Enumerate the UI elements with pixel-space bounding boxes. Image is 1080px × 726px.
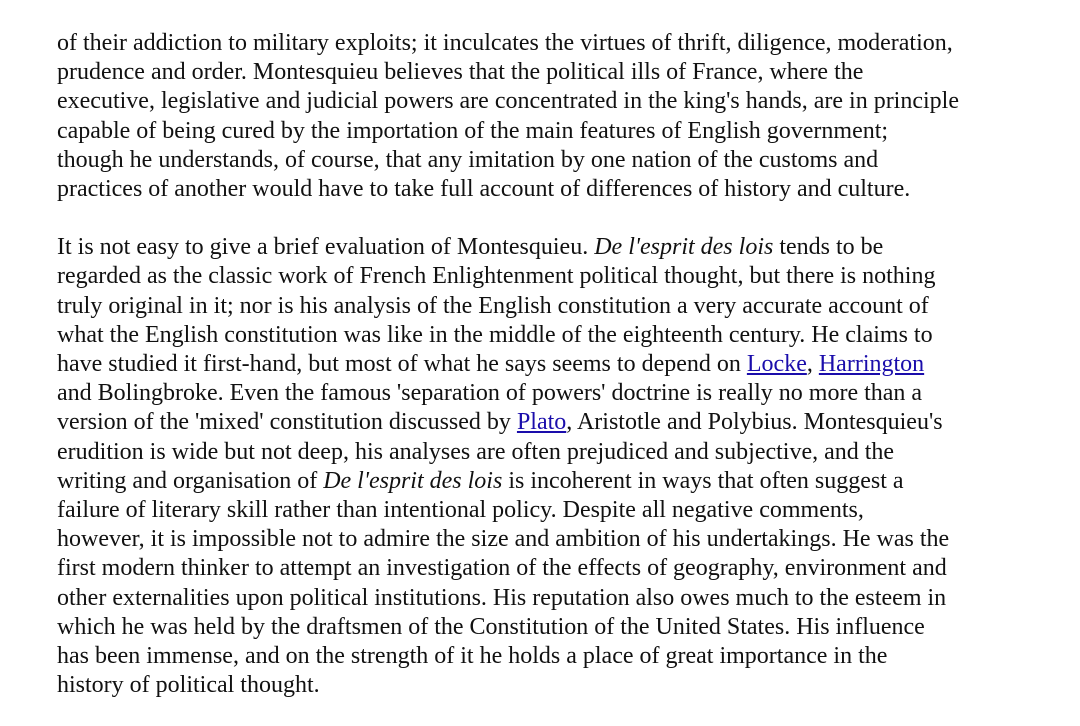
paragraph-2 [57, 233, 1037, 700]
text-segment: It is not easy to give a brief evaluation of Montesquieu. [57, 234, 595, 261]
text-line: though he understands, of course, that any imitation by one nation of the customs and [57, 146, 879, 173]
text-line [57, 233, 1037, 262]
text-segment: writing and organisation of [57, 467, 324, 494]
text-line: and Bolingbroke. Even the famous 'separation of powers' doctrine is really no more than a [57, 380, 923, 407]
text-line: capable of being cured by the importation of the main features of English government; [57, 117, 889, 144]
text-line: first modern thinker to attempt an investigation of the effects of geography, environment and [57, 555, 947, 582]
text-segment: have studied it first-hand, but most of what he says seems to depend on [57, 351, 747, 378]
text-segment: tends to be [773, 234, 884, 261]
text-segment: version of the 'mixed' constitution discussed by [57, 409, 517, 436]
text-line: prudence and order. Montesquieu believes that the political ills of France, where the [57, 59, 864, 86]
text-segment: is incoherent in ways that often suggest a [502, 467, 904, 494]
text-line: however, it is impossible not to admire the size and ambition of his undertakings. He was the [57, 526, 950, 553]
text-line [57, 408, 1037, 437]
text-line: regarded as the classic work of French Enlightenment political thought, but there is nothing [57, 263, 936, 290]
text-line: other externalities upon political institutions. His reputation also owes much to the esteem in [57, 584, 947, 611]
text-line: failure of literary skill rather than intentional policy. Despite all negative comments, [57, 497, 864, 524]
text-line: which he was held by the draftsmen of the Constitution of the United States. His influence [57, 613, 925, 640]
article-body [57, 29, 1037, 700]
text-line: practices of another would have to take full account of differences of history and culture. [57, 176, 911, 203]
text-line: truly original in it; nor is his analysis of the English constitution a very accurate account of [57, 292, 929, 319]
text-line: has been immense, and on the strength of it he holds a place of great importance in the [57, 643, 888, 670]
text-line: history of political thought. [57, 672, 320, 699]
text-line [57, 467, 1037, 496]
text-line [57, 350, 1037, 379]
text-line: what the English constitution was like in the middle of the eighteenth century. He claims to [57, 321, 933, 348]
text-line: executive, legislative and judicial powers are concentrated in the king's hands, are in principle [57, 88, 959, 115]
link-harrington[interactable]: Harrington [818, 351, 925, 378]
link-plato[interactable]: Plato [516, 409, 567, 436]
text-line: of their addiction to military exploits; it inculcates the virtues of thrift, diligence, moderation, [57, 30, 953, 56]
book-title: De l'esprit des lois [323, 467, 503, 494]
text-segment: , [806, 351, 819, 378]
link-locke[interactable]: Locke [746, 351, 807, 378]
paragraph-1 [57, 29, 1037, 204]
text-segment: , Aristotle and Polybius. Montesquieu's [566, 409, 943, 436]
book-title: De l'esprit des lois [594, 234, 774, 261]
text-line: erudition is wide but not deep, his analyses are often prejudiced and subjective, and the [57, 438, 895, 465]
